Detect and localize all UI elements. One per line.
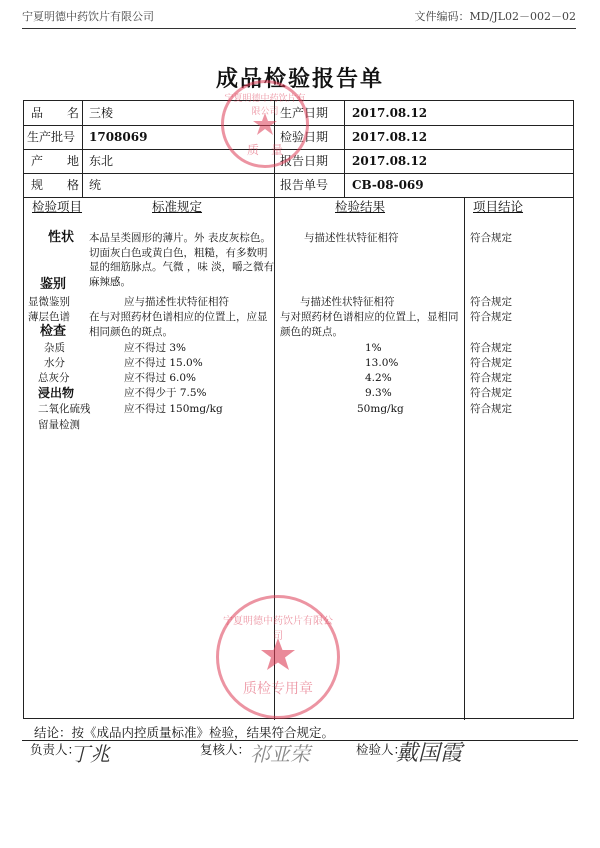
row-divider	[24, 173, 573, 174]
conclusion-ash: 符合规定	[470, 372, 512, 384]
result-water: 13.0%	[365, 357, 399, 369]
conclusion-extract: 符合规定	[470, 387, 512, 399]
label-batch-number: 生产批号	[27, 130, 76, 144]
label-production-date: 生产日期	[280, 106, 329, 120]
document-code: 文件编码：MD/JL02－002－02	[414, 10, 576, 23]
header-divider	[22, 28, 576, 29]
reviewer-signature: 祁亚荣	[250, 742, 310, 766]
item-microscopic: 显微鉴别	[28, 296, 70, 308]
item-ash: 总灰分	[38, 372, 70, 384]
conclusion-water: 符合规定	[470, 357, 512, 369]
standard-so2: 应不得过 150mg/kg	[124, 403, 223, 415]
reviewer-label: 复核人：	[200, 742, 251, 757]
row-divider	[24, 197, 573, 198]
standard-microscopic: 应与描述性状特征相符	[124, 296, 229, 308]
section-check: 检查	[40, 324, 67, 339]
inspector-signature: 戴国霞	[396, 741, 463, 766]
value-report-date: 2017.08.12	[352, 154, 428, 168]
conclusion-impurity: 符合规定	[470, 342, 512, 354]
col-divider	[82, 101, 83, 197]
result-tlc: 与对照药材色谱相应的位置上，显相同颜色的斑点。	[280, 311, 459, 338]
conclusion-tlc: 符合规定	[470, 311, 512, 323]
stamp-small-arc-text: 宁夏明德中药饮片有限公司	[224, 94, 306, 117]
conclusion-so2: 符合规定	[470, 403, 512, 415]
header-result: 检验结果	[335, 199, 386, 214]
section-identification: 鉴别	[40, 277, 67, 292]
item-trait: 性状	[48, 230, 75, 245]
stamp-large-arc-text: 宁夏明德中药饮片有限公司	[223, 616, 333, 642]
responsible-label: 负责人：	[30, 742, 81, 757]
result-microscopic: 与描述性状特征相符	[300, 296, 395, 308]
label-test-date: 检验日期	[280, 130, 329, 144]
standard-water: 应不得过 15.0%	[124, 357, 203, 369]
result-so2: 50mg/kg	[357, 403, 404, 415]
value-batch-number: 1708069	[89, 130, 148, 144]
standard-tlc: 在与对照药材色谱相应的位置上，应显相同颜色的斑点。	[89, 311, 268, 338]
page-title: 成品检验报告单	[215, 66, 384, 92]
item-extract: 浸出物	[38, 386, 75, 400]
label-report-number: 报告单号	[280, 178, 329, 192]
value-test-date: 2017.08.12	[352, 130, 428, 144]
item-tlc: 薄层色谱	[28, 311, 70, 323]
result-impurity: 1%	[365, 342, 382, 354]
value-production-date: 2017.08.12	[352, 106, 428, 120]
item-so2-line1: 二氧化硫残	[38, 403, 91, 415]
stamp-small-bottom-text: 质 量	[246, 143, 283, 157]
value-report-number: CB-08-069	[352, 178, 424, 192]
label-origin: 产 地	[31, 154, 80, 168]
result-ash: 4.2%	[365, 372, 392, 384]
standard-extract: 应不得少于 7.5%	[124, 387, 207, 399]
conclusion-microscopic: 符合规定	[470, 296, 512, 308]
conclusion-trait: 符合规定	[470, 232, 512, 244]
standard-trait: 本品呈类圆形的薄片。外 表皮灰棕色。切面灰白色或黄白色，粗糙，有多数明显的细筋脉点。气微 ，味 淡，嚼之微有麻辣感。	[89, 232, 275, 288]
item-so2-line2: 留量检测	[38, 419, 80, 431]
label-spec: 规 格	[31, 178, 80, 192]
company-header: 宁夏明德中药饮片有限公司	[22, 10, 154, 23]
col-divider	[344, 101, 345, 197]
label-report-date: 报告日期	[280, 154, 329, 168]
standard-ash: 应不得过 6.0%	[124, 372, 197, 384]
header-conclusion: 项目结论	[473, 199, 524, 214]
standard-impurity: 应不得过 3%	[124, 342, 186, 354]
stamp-large-bottom-text: 质检专用章	[243, 681, 313, 697]
quality-stamp-large	[216, 595, 340, 719]
quality-stamp-small	[221, 80, 309, 168]
value-product-name: 三棱	[89, 106, 114, 120]
result-extract: 9.3%	[365, 387, 392, 399]
conclusion-text: 结论：按《成品内控质量标准》检验，结果符合规定。	[34, 725, 335, 740]
inspector-label: 检验人：	[356, 742, 407, 757]
label-product-name: 品 名	[31, 106, 80, 120]
header-standard: 标准规定	[152, 199, 203, 214]
item-impurity: 杂质	[44, 342, 65, 354]
responsible-signature: 丁兆	[70, 742, 110, 766]
value-origin: 东北	[89, 154, 114, 168]
col-divider	[464, 197, 465, 720]
item-water: 水分	[44, 357, 65, 369]
header-test-item: 检验项目	[32, 199, 83, 214]
result-trait: 与描述性状特征相符	[304, 232, 399, 244]
value-spec: 统	[89, 178, 102, 192]
